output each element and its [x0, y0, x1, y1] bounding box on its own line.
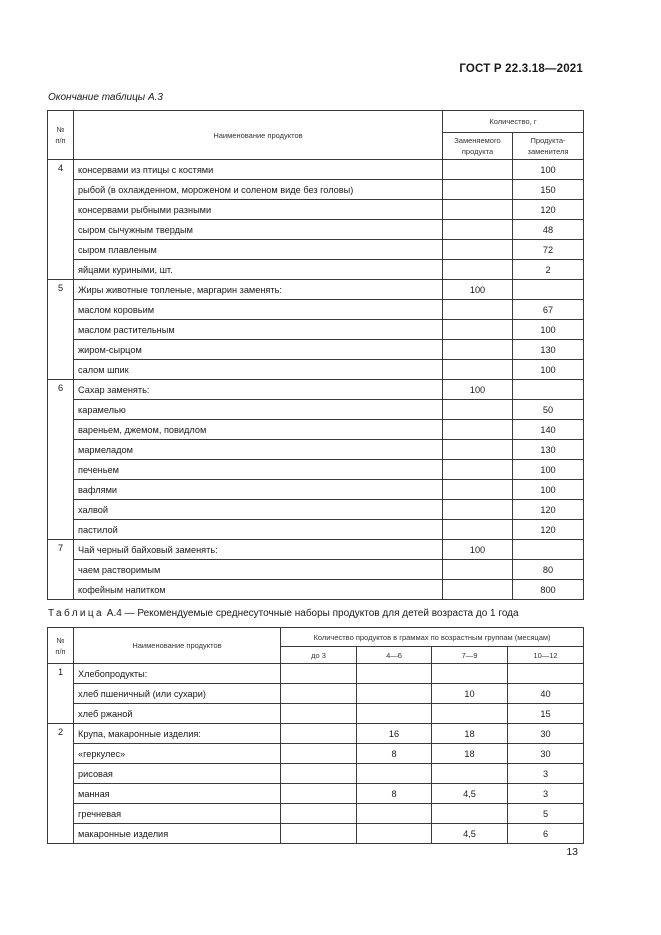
header-age-group: до 3: [281, 647, 357, 664]
table-row: [48, 724, 584, 744]
product-name: чаем растворимым: [74, 560, 443, 580]
table-a4: [47, 627, 584, 844]
age-group-amount: [432, 664, 508, 684]
replaced-amount: [443, 420, 513, 440]
age-group-amount: [357, 764, 432, 784]
substitute-amount: 67: [513, 300, 584, 320]
replaced-amount: 100: [443, 280, 513, 300]
table-a4-header-row: [48, 628, 584, 647]
replaced-amount: [443, 220, 513, 240]
replaced-amount: [443, 260, 513, 280]
replaced-amount: [443, 200, 513, 220]
product-name: халвой: [74, 500, 443, 520]
row-number: 2: [48, 724, 74, 844]
header-num: № п/п: [48, 111, 74, 160]
age-group-amount: [432, 804, 508, 824]
age-group-amount: 10: [432, 684, 508, 704]
table-row: [48, 500, 584, 520]
substitute-amount: [513, 280, 584, 300]
table-row: [48, 340, 584, 360]
substitute-amount: 130: [513, 440, 584, 460]
replaced-amount: [443, 560, 513, 580]
substitute-amount: 2: [513, 260, 584, 280]
age-group-amount: [281, 824, 357, 844]
product-name: сыром плавленым: [74, 240, 443, 260]
table4-caption-text: А.4 — Рекомендуемые среднесуточные наборы продуктов для детей возраста до 1 года: [104, 608, 519, 619]
header-name: Наименование продуктов: [74, 111, 443, 160]
product-name: гречневая: [74, 804, 281, 824]
age-group-amount: [281, 724, 357, 744]
table-row: [48, 160, 584, 180]
substitute-amount: 50: [513, 400, 584, 420]
row-number: 7: [48, 540, 74, 600]
substitute-amount: 120: [513, 500, 584, 520]
product-name: кофейным напитком: [74, 580, 443, 600]
replaced-amount: [443, 240, 513, 260]
age-group-amount: [357, 804, 432, 824]
product-name: печеньем: [74, 460, 443, 480]
table-row: [48, 824, 584, 844]
age-group-amount: [281, 784, 357, 804]
replaced-amount: [443, 320, 513, 340]
substitute-amount: 130: [513, 340, 584, 360]
substitute-amount: 150: [513, 180, 584, 200]
substitute-amount: 100: [513, 460, 584, 480]
age-group-amount: 16: [357, 724, 432, 744]
table-row: [48, 280, 584, 300]
table-row: [48, 240, 584, 260]
table4-caption-prefix: Таблица: [48, 608, 105, 619]
product-name: консервами из птицы с костями: [74, 160, 443, 180]
substitute-amount: 120: [513, 520, 584, 540]
age-group-amount: [357, 684, 432, 704]
age-group-amount: [281, 804, 357, 824]
table-row: [48, 380, 584, 400]
table4-caption: [48, 608, 519, 619]
replaced-amount: [443, 460, 513, 480]
age-group-amount: 4,5: [432, 784, 508, 804]
age-group-amount: 3: [508, 764, 584, 784]
age-group-amount: [281, 684, 357, 704]
header-num: № п/п: [48, 628, 74, 664]
table-row: [48, 360, 584, 380]
table-row: [48, 320, 584, 340]
substitute-amount: 72: [513, 240, 584, 260]
product-name: яйцами куриными, шт.: [74, 260, 443, 280]
substitute-amount: 80: [513, 560, 584, 580]
standard-code: ГОСТ Р 22.3.18—2021: [459, 63, 583, 75]
product-name: манная: [74, 784, 281, 804]
product-name: Жиры животные топленые, маргарин заменять:: [74, 280, 443, 300]
table-a4-body: [48, 628, 584, 844]
row-number: 5: [48, 280, 74, 380]
replaced-amount: [443, 360, 513, 380]
table-a3-header-row: [48, 111, 584, 133]
age-group-amount: [281, 744, 357, 764]
age-group-amount: 6: [508, 824, 584, 844]
table-a3-body: [48, 111, 584, 600]
table-row: [48, 560, 584, 580]
substitute-amount: [513, 540, 584, 560]
table-row: [48, 180, 584, 200]
age-group-amount: [281, 704, 357, 724]
header-age-group: 4—6: [357, 647, 432, 664]
table-row: [48, 400, 584, 420]
row-number: 4: [48, 160, 74, 280]
product-name: Крупа, макаронные изделия:: [74, 724, 281, 744]
table-row: [48, 440, 584, 460]
replaced-amount: [443, 300, 513, 320]
product-name: вареньем, джемом, повидлом: [74, 420, 443, 440]
age-group-amount: [357, 664, 432, 684]
age-group-amount: 30: [508, 724, 584, 744]
header-name: Наименование продуктов: [74, 628, 281, 664]
substitute-amount: 100: [513, 360, 584, 380]
product-name: рисовая: [74, 764, 281, 784]
age-group-amount: 40: [508, 684, 584, 704]
product-name: хлеб пшеничный (или сухари): [74, 684, 281, 704]
table-row: [48, 200, 584, 220]
product-name: Сахар заменять:: [74, 380, 443, 400]
product-name: макаронные изделия: [74, 824, 281, 844]
substitute-amount: 140: [513, 420, 584, 440]
substitute-amount: [513, 380, 584, 400]
replaced-amount: 100: [443, 380, 513, 400]
product-name: консервами рыбными разными: [74, 200, 443, 220]
age-group-amount: [357, 704, 432, 724]
age-group-amount: [357, 824, 432, 844]
header-substitute: Продукта- заменителя: [513, 133, 584, 160]
header-age-group: 10—12: [508, 647, 584, 664]
replaced-amount: [443, 480, 513, 500]
table-row: [48, 480, 584, 500]
age-group-amount: 8: [357, 784, 432, 804]
table-row: [48, 520, 584, 540]
product-name: маслом коровьим: [74, 300, 443, 320]
replaced-amount: [443, 520, 513, 540]
product-name: сыром сычужным твердым: [74, 220, 443, 240]
row-number: 1: [48, 664, 74, 724]
page-number: 13: [566, 846, 578, 858]
replaced-amount: [443, 160, 513, 180]
header-quantity: Количество продуктов в граммах по возрастным группам (месяцам): [281, 628, 584, 647]
table-row: [48, 220, 584, 240]
age-group-amount: 8: [357, 744, 432, 764]
age-group-amount: 15: [508, 704, 584, 724]
product-name: Хлебопродукты:: [74, 664, 281, 684]
table-row: [48, 460, 584, 480]
age-group-amount: [281, 764, 357, 784]
age-group-amount: [508, 664, 584, 684]
table3-caption: Окончание таблицы А.3: [48, 92, 163, 103]
product-name: Чай черный байховый заменять:: [74, 540, 443, 560]
product-name: карамелью: [74, 400, 443, 420]
product-name: пастилой: [74, 520, 443, 540]
age-group-amount: 5: [508, 804, 584, 824]
product-name: салом шпик: [74, 360, 443, 380]
table-row: [48, 804, 584, 824]
age-group-amount: 30: [508, 744, 584, 764]
age-group-amount: 4,5: [432, 824, 508, 844]
table-row: [48, 540, 584, 560]
table-a3: [47, 110, 584, 600]
table-row: [48, 420, 584, 440]
substitute-amount: 800: [513, 580, 584, 600]
header-replaced: Заменяемого продукта: [443, 133, 513, 160]
age-group-amount: 18: [432, 724, 508, 744]
table-row: [48, 260, 584, 280]
replaced-amount: [443, 340, 513, 360]
age-group-amount: [432, 764, 508, 784]
replaced-amount: [443, 580, 513, 600]
age-group-amount: 3: [508, 784, 584, 804]
product-name: «геркулес»: [74, 744, 281, 764]
replaced-amount: [443, 500, 513, 520]
substitute-amount: 100: [513, 160, 584, 180]
age-group-amount: 18: [432, 744, 508, 764]
product-name: рыбой (в охлажденном, мороженом и соленом виде без головы): [74, 180, 443, 200]
table-row: [48, 300, 584, 320]
substitute-amount: 120: [513, 200, 584, 220]
substitute-amount: 100: [513, 480, 584, 500]
table-row: [48, 764, 584, 784]
replaced-amount: [443, 400, 513, 420]
table-row: [48, 684, 584, 704]
age-group-amount: [432, 704, 508, 724]
product-name: жиром-сырцом: [74, 340, 443, 360]
table-row: [48, 744, 584, 764]
replaced-amount: [443, 440, 513, 460]
header-age-group: 7—9: [432, 647, 508, 664]
table-row: [48, 664, 584, 684]
replaced-amount: [443, 180, 513, 200]
replaced-amount: 100: [443, 540, 513, 560]
table-row: [48, 784, 584, 804]
table-row: [48, 580, 584, 600]
product-name: хлеб ржаной: [74, 704, 281, 724]
age-group-amount: [281, 664, 357, 684]
product-name: маслом растительным: [74, 320, 443, 340]
product-name: мармеладом: [74, 440, 443, 460]
header-quantity: Количество, г: [443, 111, 584, 133]
row-number: 6: [48, 380, 74, 540]
product-name: вафлями: [74, 480, 443, 500]
substitute-amount: 100: [513, 320, 584, 340]
substitute-amount: 48: [513, 220, 584, 240]
table-row: [48, 704, 584, 724]
